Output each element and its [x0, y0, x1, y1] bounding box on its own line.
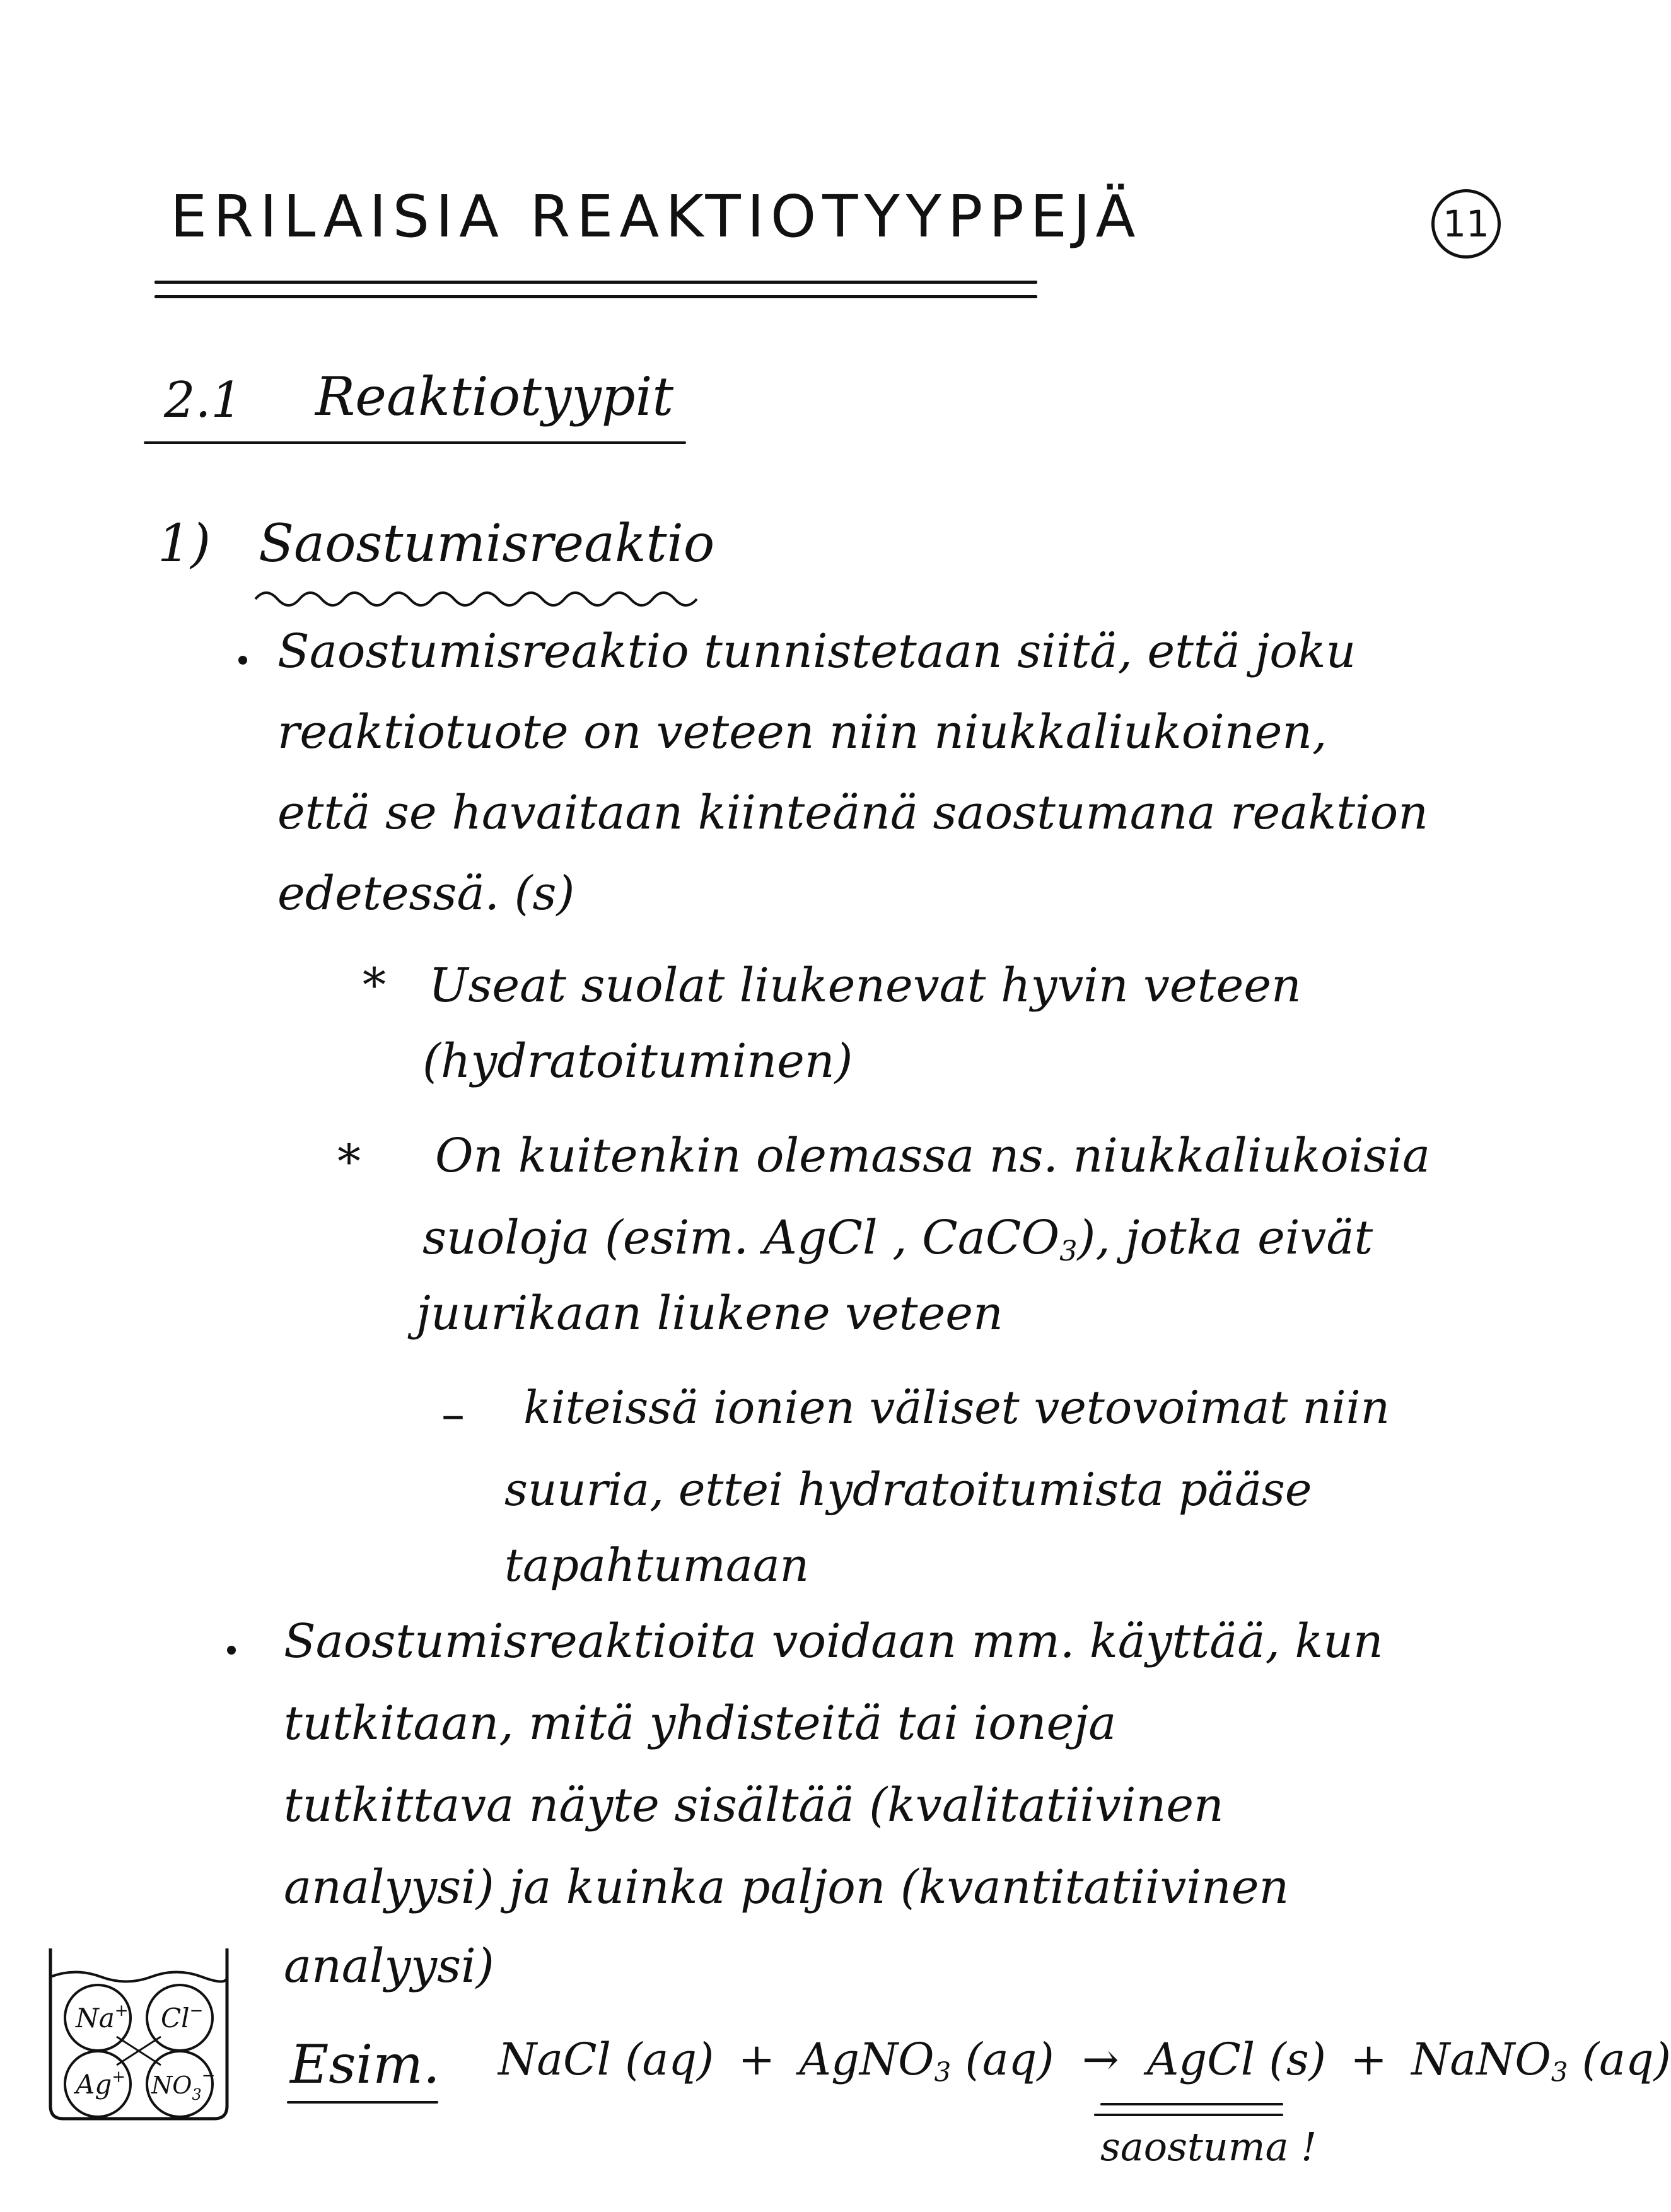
plus-sign-2: +: [1350, 2034, 1387, 2085]
dash1-line-3: tapahtumaan: [504, 1539, 810, 1592]
reactant-agno3: AgNO$_3$ (aq): [799, 2034, 1054, 2088]
ion-label-cl: Cl−: [161, 2001, 204, 2034]
beaker-diagram: [38, 1923, 240, 2131]
section-title: Reaktiotyypit: [315, 366, 674, 428]
para1-line-1: Saostumisreaktio tunnistetaan siitä, että joku: [277, 624, 1356, 678]
dash-marker: –: [441, 1387, 465, 1441]
subsection-title: Saostumisreaktio: [259, 514, 715, 574]
plus-sign-1: +: [738, 2034, 776, 2085]
beaker-water-surface: [50, 1972, 227, 1982]
title-underline-2: [154, 295, 1037, 298]
star2-line-2: [422, 1211, 1373, 1267]
reactant-nacl: NaCl (aq): [498, 2034, 714, 2085]
precipitate-label: saostuma !: [1100, 2124, 1317, 2170]
title-underline-1: [154, 281, 1037, 284]
precipitate-underline-1: [1100, 2103, 1283, 2105]
section-underline: [144, 441, 686, 444]
star-marker-1: *: [363, 958, 386, 1013]
star1-line-2: (hydratoituminen): [422, 1034, 853, 1088]
precipitate-underline-2: [1094, 2114, 1283, 2116]
ion-label-ag: Ag+: [76, 2068, 126, 2100]
product-agcl: AgCl (s): [1146, 2034, 1326, 2085]
product-nano3: NaNO$_3$ (aq): [1411, 2034, 1671, 2088]
para2-line-1: Saostumisreaktioita voidaan mm. käyttää, kun: [284, 1614, 1383, 1668]
example-label-underline: [287, 2101, 438, 2104]
star2-line-2-post: ), jotka eivät: [1077, 1211, 1373, 1265]
reaction-arrow: →: [1081, 2034, 1119, 2085]
star-marker-2: *: [337, 1135, 361, 1189]
star2-line-3: juurikaan liukene veteen: [416, 1286, 1003, 1341]
page-title: ERILAISIA REAKTIOTYYPPEJÄ: [170, 183, 1142, 250]
ion-label-no3: $NO_3^-$: [151, 2066, 216, 2104]
subsection-number: 1): [158, 514, 211, 574]
subsection-wavy-underline: [255, 586, 697, 612]
page-number: 11: [1443, 202, 1489, 245]
para1-line-3: että se havaitaan kiinteänä saostumana reaktion: [277, 786, 1428, 840]
equation: [498, 2034, 1671, 2088]
star2-line-2-pre: suoloja (esim. AgCl , CaCO: [422, 1211, 1060, 1265]
para1-line-4: edetessä. (s): [277, 866, 575, 921]
star1-line-1: Useat suolat liukenevat hyvin veteen: [429, 958, 1301, 1013]
star2-line-2-sub: 3: [1059, 1235, 1078, 1268]
bullet-1: [238, 656, 247, 665]
para1-line-2: reaktiotuote on veteen niin niukkaliukoinen,: [277, 705, 1327, 759]
page-number-circle: [1431, 189, 1501, 259]
bullet-2: [227, 1646, 236, 1655]
dash1-line-1: kiteissä ionien väliset vetovoimat niin: [523, 1381, 1390, 1434]
ion-label-na: Na+: [76, 2001, 129, 2034]
example-label: Esim.: [290, 2034, 440, 2095]
para2-line-4: analyysi) ja kuinka paljon (kvantitatiivinen: [284, 1860, 1290, 1914]
para2-line-3: tutkittava näyte sisältää (kvalitatiivinen: [284, 1778, 1224, 1832]
para2-line-2: tutkitaan, mitä yhdisteitä tai ioneja: [284, 1696, 1117, 1750]
section-number: 2.1: [164, 372, 243, 429]
dash1-line-2: suuria, ettei hydratoitumista pääse: [504, 1463, 1312, 1516]
star2-line-1: On kuitenkin olemassa ns. niukkaliukoisia: [435, 1129, 1431, 1183]
para2-line-5: analyysi): [284, 1939, 494, 1993]
